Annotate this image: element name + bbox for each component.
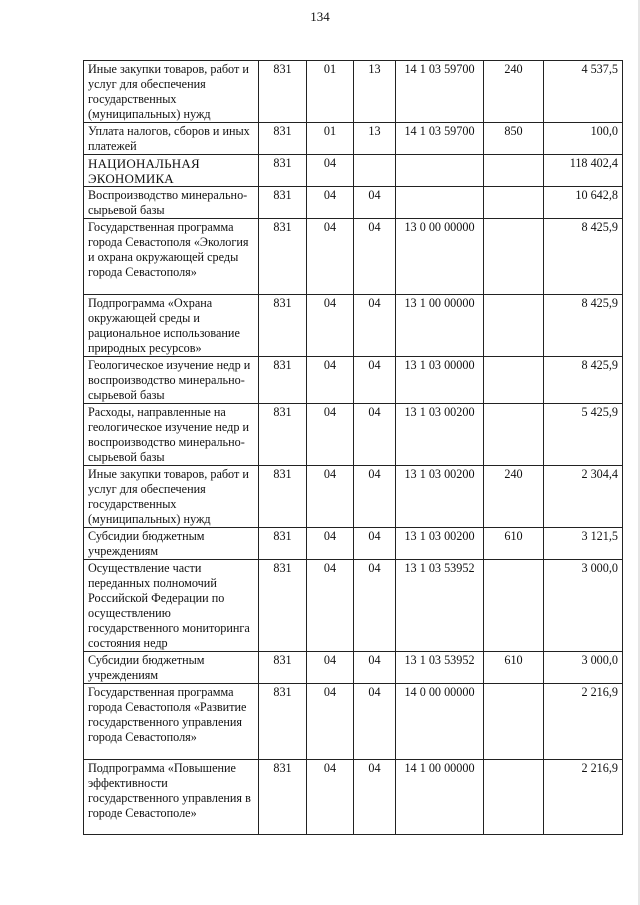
section-code: 04 (307, 295, 354, 357)
section-code: 04 (307, 560, 354, 652)
target-code: 13 1 03 00200 (396, 404, 484, 466)
target-code: 13 1 03 53952 (396, 560, 484, 652)
amount: 100,0 (544, 123, 623, 155)
subsection-code: 04 (354, 295, 396, 357)
section-code: 04 (307, 155, 354, 187)
expense-type (484, 357, 544, 404)
table-row (84, 528, 623, 560)
gov-code: 831 (259, 404, 307, 466)
section-code: 04 (307, 219, 354, 295)
subsection-code (354, 155, 396, 187)
expense-type (484, 155, 544, 187)
expense-type (484, 187, 544, 219)
subsection-code: 04 (354, 760, 396, 835)
section-code: 04 (307, 187, 354, 219)
row-name: Геологическое изучение недр и воспроизводство минерально-сырьевой базы (84, 357, 259, 404)
expense-type: 240 (484, 61, 544, 123)
target-code: 13 1 00 00000 (396, 295, 484, 357)
table-row (84, 404, 623, 466)
amount: 2 216,9 (544, 684, 623, 760)
target-code: 14 1 00 00000 (396, 760, 484, 835)
row-name: Уплата налогов, сборов и иных платежей (84, 123, 259, 155)
section-code: 04 (307, 404, 354, 466)
amount: 5 425,9 (544, 404, 623, 466)
gov-code: 831 (259, 187, 307, 219)
expense-type (484, 295, 544, 357)
section-code: 01 (307, 61, 354, 123)
budget-table (83, 60, 623, 835)
target-code: 13 1 03 00200 (396, 528, 484, 560)
row-name: Расходы, направленные на геологическое изучение недр и воспроизводство минерально-сырьевой базы (84, 404, 259, 466)
amount: 4 537,5 (544, 61, 623, 123)
table-row (84, 760, 623, 835)
section-code: 01 (307, 123, 354, 155)
page-number: 134 (310, 9, 330, 24)
gov-code: 831 (259, 155, 307, 187)
table-row (84, 652, 623, 684)
table-row (84, 155, 623, 187)
target-code: 13 0 00 00000 (396, 219, 484, 295)
target-code: 14 1 03 59700 (396, 123, 484, 155)
gov-code: 831 (259, 652, 307, 684)
section-code: 04 (307, 652, 354, 684)
expense-type: 610 (484, 528, 544, 560)
expense-type (484, 684, 544, 760)
subsection-code: 04 (354, 684, 396, 760)
gov-code: 831 (259, 61, 307, 123)
section-code: 04 (307, 466, 354, 528)
gov-code: 831 (259, 219, 307, 295)
amount: 2 304,4 (544, 466, 623, 528)
amount: 8 425,9 (544, 295, 623, 357)
row-name: Подпрограмма «Повышение эффективности государственного управления в городе Севастополе» (84, 760, 259, 835)
expense-type (484, 404, 544, 466)
gov-code: 831 (259, 123, 307, 155)
row-name: Субсидии бюджетным учреждениям (84, 652, 259, 684)
section-code: 04 (307, 760, 354, 835)
subsection-code: 04 (354, 528, 396, 560)
subsection-code: 04 (354, 187, 396, 219)
table-row (84, 295, 623, 357)
gov-code: 831 (259, 357, 307, 404)
gov-code: 831 (259, 466, 307, 528)
amount: 3 121,5 (544, 528, 623, 560)
amount: 3 000,0 (544, 652, 623, 684)
section-code: 04 (307, 528, 354, 560)
subsection-code: 04 (354, 404, 396, 466)
amount: 118 402,4 (544, 155, 623, 187)
row-name: Осуществление части переданных полномочий Российской Федерации по осуществлению государственного мониторинга состояния недр (84, 560, 259, 652)
subsection-code: 13 (354, 123, 396, 155)
subsection-code: 04 (354, 652, 396, 684)
expense-type (484, 760, 544, 835)
target-code: 14 1 03 59700 (396, 61, 484, 123)
amount: 3 000,0 (544, 560, 623, 652)
row-name: Иные закупки товаров, работ и услуг для обеспечения государственных (муниципальных) нужд (84, 61, 259, 123)
row-name: Государственная программа города Севастополя «Развитие государственного управления города Севастополя» (84, 684, 259, 760)
gov-code: 831 (259, 295, 307, 357)
table-row (84, 61, 623, 123)
target-code (396, 187, 484, 219)
table-row (84, 560, 623, 652)
target-code (396, 155, 484, 187)
row-name: Воспроизводство минерально-сырьевой базы (84, 187, 259, 219)
gov-code: 831 (259, 528, 307, 560)
gov-code: 831 (259, 760, 307, 835)
table-row (84, 219, 623, 295)
table-row (84, 123, 623, 155)
amount: 10 642,8 (544, 187, 623, 219)
target-code: 13 1 03 53952 (396, 652, 484, 684)
expense-type: 850 (484, 123, 544, 155)
target-code: 14 0 00 00000 (396, 684, 484, 760)
subsection-code: 04 (354, 466, 396, 528)
table-row (84, 357, 623, 404)
row-name: Подпрограмма «Охрана окружающей среды и рациональное использование природных ресурсов» (84, 295, 259, 357)
section-code: 04 (307, 357, 354, 404)
row-name: Государственная программа города Севастополя «Экология и охрана окружающей среды города Севастополя» (84, 219, 259, 295)
target-code: 13 1 03 00200 (396, 466, 484, 528)
section-code: 04 (307, 684, 354, 760)
gov-code: 831 (259, 560, 307, 652)
subsection-code: 04 (354, 560, 396, 652)
row-name: Иные закупки товаров, работ и услуг для обеспечения государственных (муниципальных) нужд (84, 466, 259, 528)
expense-type: 610 (484, 652, 544, 684)
subsection-code: 04 (354, 219, 396, 295)
amount: 8 425,9 (544, 219, 623, 295)
subsection-code: 13 (354, 61, 396, 123)
table-row (84, 684, 623, 760)
row-name: НАЦИОНАЛЬНАЯ ЭКОНОМИКА (84, 155, 259, 187)
expense-type: 240 (484, 466, 544, 528)
amount: 2 216,9 (544, 760, 623, 835)
table-row (84, 466, 623, 528)
expense-type (484, 560, 544, 652)
table-row (84, 187, 623, 219)
target-code: 13 1 03 00000 (396, 357, 484, 404)
expense-type (484, 219, 544, 295)
subsection-code: 04 (354, 357, 396, 404)
row-name: Субсидии бюджетным учреждениям (84, 528, 259, 560)
amount: 8 425,9 (544, 357, 623, 404)
gov-code: 831 (259, 684, 307, 760)
